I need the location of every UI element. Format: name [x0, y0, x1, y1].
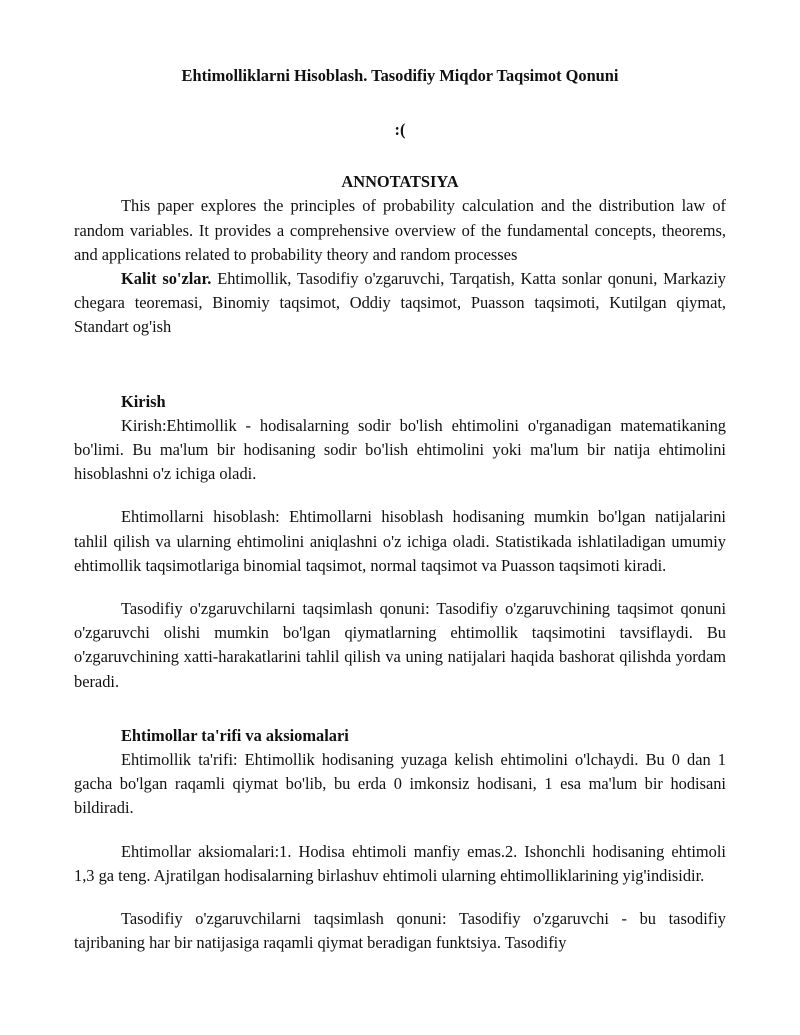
section-heading-axioms: Ehtimollar ta'rifi va aksiomalari	[121, 725, 349, 745]
kirish-paragraph-2: Ehtimollarni hisoblash: Ehtimollarni hisoblash hodisaning mumkin bo'lgan natijalarini tahlil qilish va ularning ehtimolini aniqlashni o'z ichiga oladi. Statistikada ishlatiladigan umumiy ehtimollik taqsimotlariga binomial taqsimot, normal taqsimot va Puasson taqsimoti kiradi.	[74, 507, 726, 575]
keywords-text: Ehtimollik, Tasodifiy o'zgaruvchi, Tarqatish, Katta sonlar qonuni, Markaziy chegara teoremasi, Binomiy taqsimot, Oddiy taqsimot, Puasson taqsimoti, Kutilgan qiymat, Standart og'ish	[74, 269, 726, 337]
kirish-paragraph-3: Tasodifiy o'zgaruvchilarni taqsimlash qonuni: Tasodifiy o'zgaruvchining taqsimot qonuni o'zgaruvchi olishi mumkin bo'lgan qiymatlarning ehtimollik taqsimotini tavsiflaydi. Bu o'zgaruvchining xatti-harakatlarini tahlil qilish va uning natijalari haqida bashorat qilishda yordam beradi.	[74, 599, 726, 691]
kirish-paragraph-1: Kirish:Ehtimollik - hodisalarning sodir bo'lish ehtimolini o'rganadigan matematikaning bo'limi. Bu ma'lum bir hodisaning sodir bo'lish ehtimolini yoki ma'lum bir natija ehtimolini hisoblashni o'z ichiga oladi.	[74, 415, 726, 484]
axioms-paragraph-3: Tasodifiy o'zgaruvchilarni taqsimlash qonuni: Tasodifiy o'zgaruvchi - bu tasodifiy tajribaning har bir natijasiga raqamli qiymat beradigan funktsiya. Tasodifiy	[74, 909, 726, 953]
annotation-heading: ANNOTATSIYA	[341, 172, 459, 192]
document-title: Ehtimolliklarni Hisoblash. Tasodifiy Miqdor Taqsimot Qonuni	[181, 66, 619, 85]
axioms-paragraph-1: Ehtimollik ta'rifi: Ehtimollik hodisaning yuzaga kelish ehtimolini o'lchaydi. Bu 0 dan 1 gacha bo'lgan raqamli qiymat bo'lib, bu erda 0 imkonsiz hodisani, 1 esa ma'lum bir hodisani bildiradi.	[74, 750, 726, 818]
keywords-label: Kalit so'zlar.	[121, 269, 212, 289]
axioms-paragraph-2: Ehtimollar aksiomalari:1. Hodisa ehtimoli manfiy emas.2. Ishonchli hodisaning ehtimoli 1,3 ga teng. Ajratilgan hodisalarning birlashuv ehtimoli ularning ehtimolliklarining yig'indisidir.	[74, 841, 726, 885]
document-page	[74, 56, 726, 955]
section-heading-kirish: Kirish	[121, 391, 166, 411]
keywords-paragraph	[74, 267, 726, 340]
annotation-text: This paper explores the principles of probability calculation and the distribution law of random variables. It provides a comprehensive overview of the fundamental concepts, theorems, and applications related to probability theory and random processes	[74, 196, 726, 264]
emoticon-line: :(	[394, 120, 406, 139]
